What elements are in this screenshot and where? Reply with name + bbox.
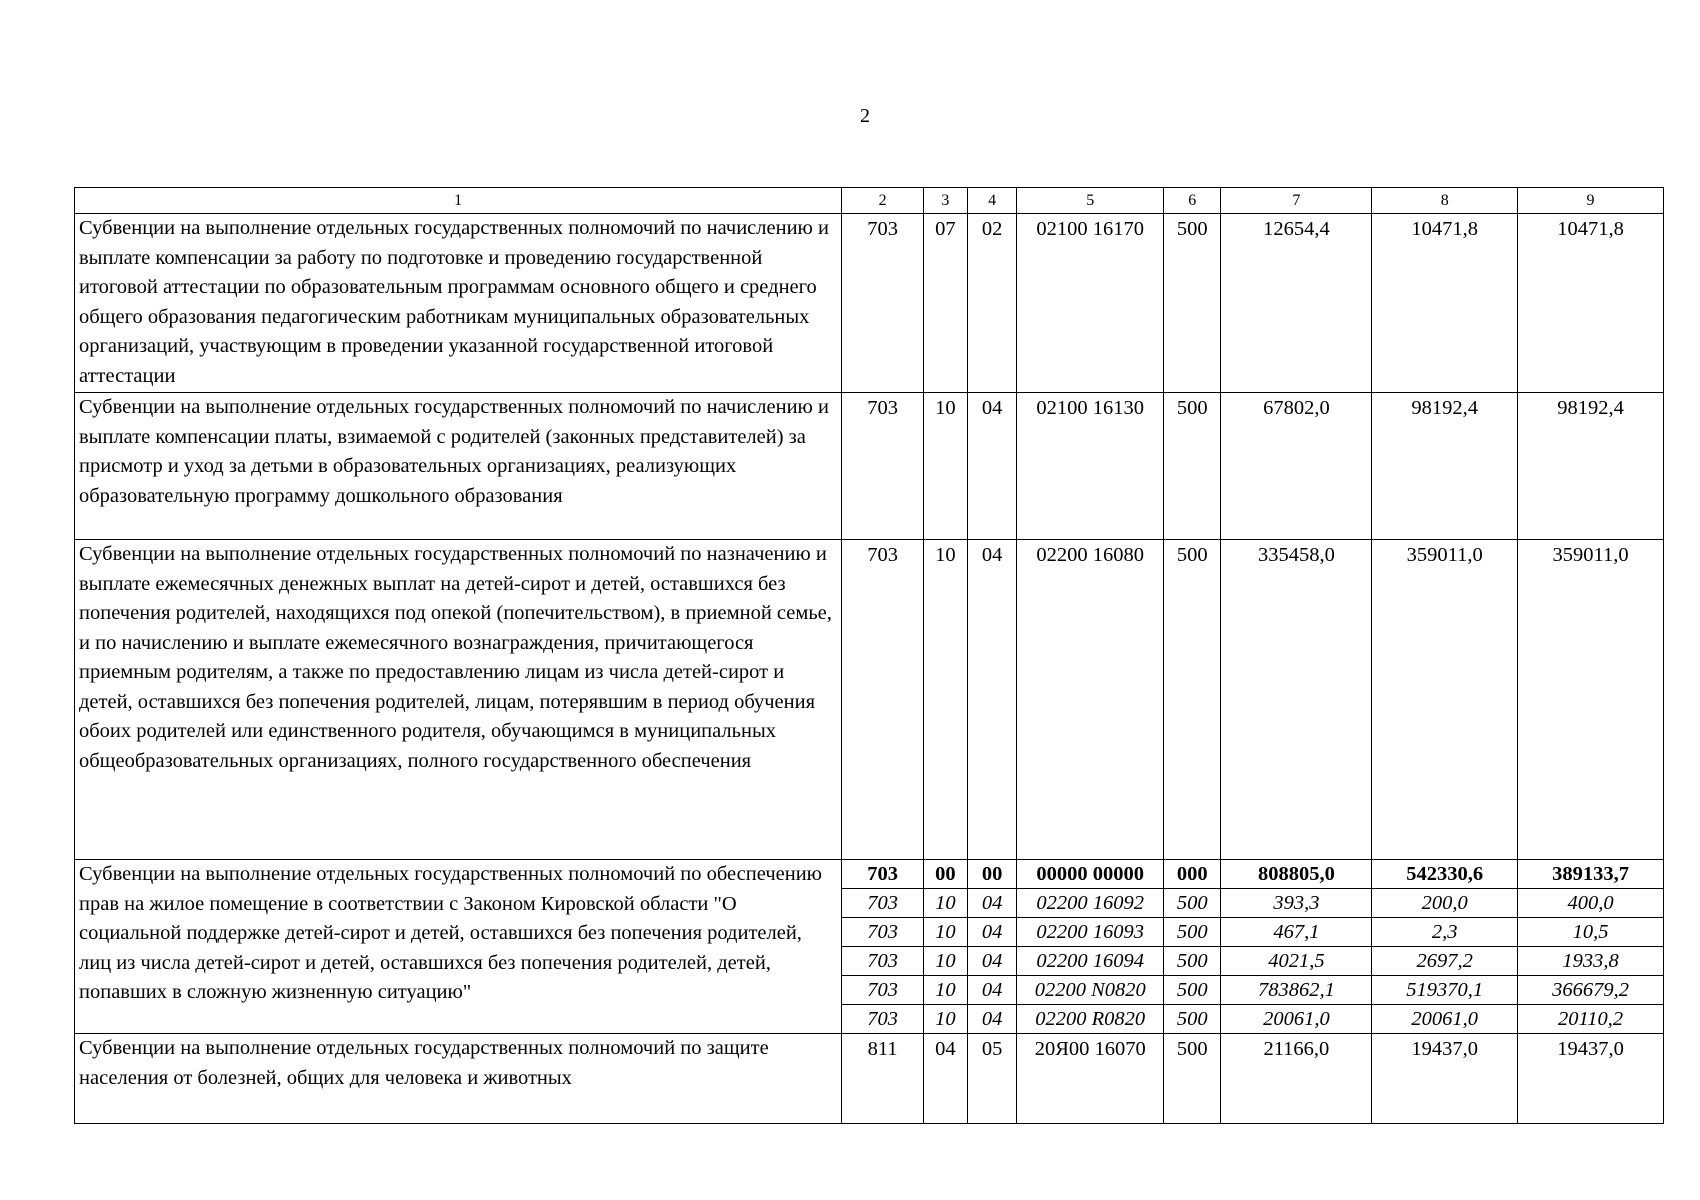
col-header-2: 2 (842, 188, 923, 214)
cell-c2: 703 (842, 976, 923, 1005)
cell-c8: 10471,8 (1372, 214, 1518, 393)
cell-c6: 500 (1164, 393, 1221, 540)
cell-c4: 04 (968, 947, 1017, 976)
cell-c8: 2697,2 (1372, 947, 1518, 976)
cell-c8: 19437,0 (1372, 1034, 1518, 1124)
cell-c5: 02200 16094 (1017, 947, 1164, 976)
cell-c2: 703 (842, 1005, 923, 1034)
cell-c5: 02200 R0820 (1017, 1005, 1164, 1034)
cell-c5: 02100 16130 (1017, 393, 1164, 540)
cell-c7: 12654,4 (1221, 214, 1372, 393)
cell-c4: 04 (968, 1005, 1017, 1034)
cell-c2: 703 (842, 393, 923, 540)
cell-c7: 20061,0 (1221, 1005, 1372, 1034)
cell-c9: 1933,8 (1518, 947, 1664, 976)
cell-c5: 00000 00000 (1017, 860, 1164, 889)
cell-c3: 00 (923, 860, 967, 889)
cell-c7: 783862,1 (1221, 976, 1372, 1005)
table-row (75, 393, 1664, 540)
table-row (75, 214, 1664, 393)
cell-c7: 21166,0 (1221, 1034, 1372, 1124)
cell-c3: 07 (923, 214, 967, 393)
cell-c7: 335458,0 (1221, 540, 1372, 860)
cell-c9: 20110,2 (1518, 1005, 1664, 1034)
cell-c4: 04 (968, 918, 1017, 947)
cell-c4: 04 (968, 976, 1017, 1005)
col-header-7: 7 (1221, 188, 1372, 214)
cell-c6: 500 (1164, 214, 1221, 393)
cell-c4: 00 (968, 860, 1017, 889)
cell-c6: 500 (1164, 976, 1221, 1005)
row-description: Субвенции на выполнение отдельных государственных полномочий по начислению и выплате компенсации за работу по подготовке и проведению государственной итоговой аттестации по образовательным программам основного общего и среднего общего образования педагогическим работникам муниципальных образовательных организаций, участвующим в проведении указанной государственной итоговой аттестации (75, 214, 842, 393)
cell-c2: 703 (842, 889, 923, 918)
cell-c3: 10 (923, 947, 967, 976)
cell-c6: 500 (1164, 918, 1221, 947)
cell-c8: 20061,0 (1372, 1005, 1518, 1034)
cell-c3: 10 (923, 1005, 967, 1034)
cell-c6: 500 (1164, 1034, 1221, 1124)
col-header-4: 4 (968, 188, 1017, 214)
cell-c2: 703 (842, 918, 923, 947)
cell-c8: 542330,6 (1372, 860, 1518, 889)
cell-c8: 359011,0 (1372, 540, 1518, 860)
cell-c4: 05 (968, 1034, 1017, 1124)
cell-c2: 703 (842, 860, 923, 889)
cell-c7: 393,3 (1221, 889, 1372, 918)
cell-c9: 389133,7 (1518, 860, 1664, 889)
page-number: 2 (860, 105, 870, 127)
cell-c4: 02 (968, 214, 1017, 393)
group-total-row (75, 860, 1664, 889)
cell-c7: 4021,5 (1221, 947, 1372, 976)
cell-c7: 808805,0 (1221, 860, 1372, 889)
cell-c9: 19437,0 (1518, 1034, 1664, 1124)
cell-c2: 703 (842, 214, 923, 393)
cell-c9: 10471,8 (1518, 214, 1664, 393)
row-description: Субвенции на выполнение отдельных государственных полномочий по защите населения от болезней, общих для человека и животных (75, 1034, 842, 1124)
cell-c6: 000 (1164, 860, 1221, 889)
col-header-3: 3 (923, 188, 967, 214)
cell-c2: 703 (842, 540, 923, 860)
cell-c5: 02200 16080 (1017, 540, 1164, 860)
cell-c6: 500 (1164, 947, 1221, 976)
cell-c3: 10 (923, 393, 967, 540)
cell-c8: 519370,1 (1372, 976, 1518, 1005)
cell-c6: 500 (1164, 889, 1221, 918)
cell-c3: 10 (923, 976, 967, 1005)
cell-c3: 04 (923, 1034, 967, 1124)
cell-c5: 02200 16092 (1017, 889, 1164, 918)
cell-c8: 200,0 (1372, 889, 1518, 918)
cell-c7: 67802,0 (1221, 393, 1372, 540)
cell-c9: 366679,2 (1518, 976, 1664, 1005)
cell-c3: 10 (923, 540, 967, 860)
cell-c4: 04 (968, 393, 1017, 540)
col-header-8: 8 (1372, 188, 1518, 214)
budget-table (74, 187, 1664, 1124)
cell-c3: 10 (923, 889, 967, 918)
group-description: Субвенции на выполнение отдельных государственных полномочий по обеспечению прав на жилое помещение в соответствии с Законом Кировской области "О социальной поддержке детей-сирот и детей, оставшихся без попечения родителей, лиц из числа детей-сирот и детей, оставшихся без попечения родителей, детей, попавших в сложную жизненную ситуацию" (75, 860, 842, 1034)
row-description: Субвенции на выполнение отдельных государственных полномочий по назначению и выплате ежемесячных денежных выплат на детей-сирот и детей, оставшихся без попечения родителей, находящихся под опекой (попечительством), в приемной семье, и по начислению и выплате ежемесячного вознаграждения, причитающегося приемным родителям, а также по предоставлению лицам из числа детей-сирот и детей, оставшихся без попечения родителей, лицам, потерявшим в период обучения обоих родителей или единственного родителя, обучающимся в муниципальных общеобразовательных организациях, полного государственного обеспечения (75, 540, 842, 860)
cell-c8: 98192,4 (1372, 393, 1518, 540)
cell-c9: 10,5 (1518, 918, 1664, 947)
table-row (75, 540, 1664, 860)
col-header-1: 1 (75, 188, 842, 214)
cell-c2: 811 (842, 1034, 923, 1124)
cell-c5: 02200 N0820 (1017, 976, 1164, 1005)
cell-c9: 400,0 (1518, 889, 1664, 918)
cell-c6: 500 (1164, 1005, 1221, 1034)
cell-c9: 359011,0 (1518, 540, 1664, 860)
table-row (75, 1034, 1664, 1124)
cell-c2: 703 (842, 947, 923, 976)
col-header-6: 6 (1164, 188, 1221, 214)
col-header-5: 5 (1017, 188, 1164, 214)
col-header-9: 9 (1518, 188, 1664, 214)
cell-c3: 10 (923, 918, 967, 947)
cell-c5: 02100 16170 (1017, 214, 1164, 393)
cell-c5: 20Я00 16070 (1017, 1034, 1164, 1124)
cell-c4: 04 (968, 540, 1017, 860)
row-description: Субвенции на выполнение отдельных государственных полномочий по начислению и выплате компенсации платы, взимаемой с родителей (законных представителей) за присмотр и уход за детьми в образовательных организациях, реализующих образовательную программу дошкольного образования (75, 393, 842, 540)
cell-c4: 04 (968, 889, 1017, 918)
cell-c6: 500 (1164, 540, 1221, 860)
cell-c7: 467,1 (1221, 918, 1372, 947)
header-row (75, 188, 1664, 214)
cell-c8: 2,3 (1372, 918, 1518, 947)
cell-c9: 98192,4 (1518, 393, 1664, 540)
cell-c5: 02200 16093 (1017, 918, 1164, 947)
